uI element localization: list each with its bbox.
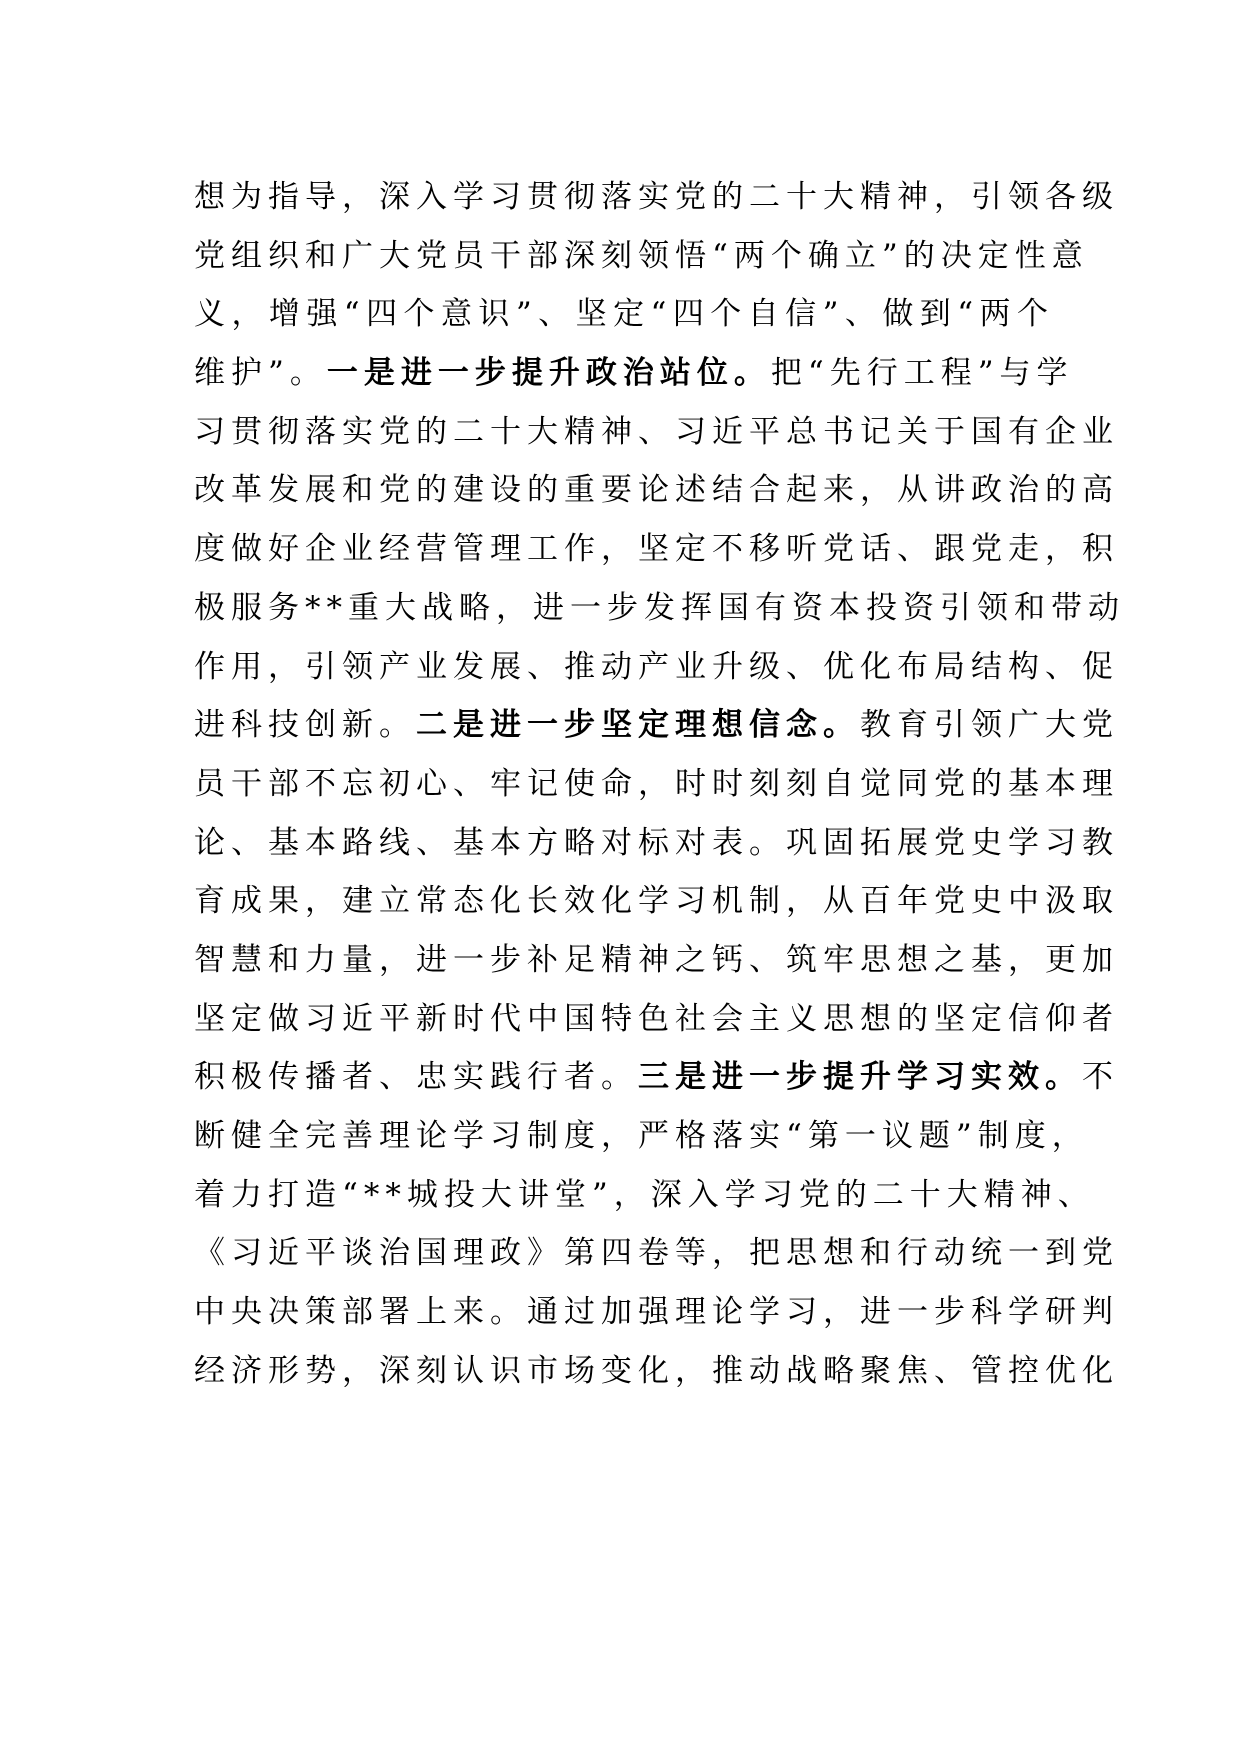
text-segment: 育成果，建立常态化长效化学习机制，从百年党史中汲取 — [194, 883, 1119, 920]
body-paragraph — [194, 168, 1125, 1400]
text-segment: 党组织和广大党员干部深刻领悟“两个确立”的决定性意 — [194, 237, 1089, 274]
text-line — [194, 1166, 1095, 1225]
text-line — [194, 1283, 1119, 1342]
text-segment: 员干部不忘初心、牢记使命，时时刻刻自觉同党的基本理 — [194, 765, 1119, 802]
text-segment: 进科技创新。 — [194, 707, 416, 744]
text-line — [194, 931, 1119, 990]
text-line — [194, 285, 1054, 344]
text-segment: 维护”。 — [194, 355, 327, 392]
text-segment: 《习近平谈治国理政》第四卷等，把思想和行动统一到党 — [194, 1235, 1119, 1272]
text-line — [194, 814, 1119, 873]
text-line — [194, 168, 1119, 227]
text-line — [194, 755, 1119, 814]
text-line — [194, 696, 1119, 755]
text-segment: 把“先行工程”与学 — [770, 355, 1074, 392]
text-line — [194, 461, 1119, 520]
text-line — [194, 1107, 1089, 1166]
text-segment: 中央决策部署上来。通过加强理论学习，进一步科学研判 — [194, 1294, 1119, 1331]
text-segment: 习贯彻落实党的二十大精神、习近平总书记关于国有企业 — [194, 413, 1119, 450]
text-segment: 坚定做习近平新时代中国特色社会主义思想的坚定信仰者 — [194, 1000, 1119, 1037]
text-line — [194, 1224, 1119, 1283]
text-segment: 教育引领广大党 — [860, 707, 1119, 744]
text-line — [194, 1048, 1119, 1107]
text-segment: 论、基本路线、基本方略对标对表。巩固拓展党史学习教 — [194, 824, 1119, 861]
text-segment: 度做好企业经营管理工作，坚定不移听党话、跟党走，积 — [194, 531, 1119, 568]
text-segment: 改革发展和党的建设的重要论述结合起来，从讲政治的高 — [194, 472, 1119, 509]
text-segment: 义，增强“四个意识”、坚定“四个自信”、做到“两个 — [194, 296, 1054, 333]
text-segment: 作用，引领产业发展、推动产业升级、优化布局结构、促 — [194, 648, 1119, 685]
text-segment: 极服务**重大战略，进一步发挥国有资本投资引领和带动 — [194, 589, 1125, 626]
text-line — [194, 990, 1119, 1049]
text-segment: 经济形势，深刻认识市场变化，推动战略聚焦、管控优化 — [194, 1352, 1119, 1389]
text-line — [194, 403, 1119, 462]
text-line — [194, 638, 1119, 697]
text-line — [194, 344, 1074, 403]
text-line — [194, 227, 1089, 286]
text-segment: 积极传播者、忠实践行者。 — [194, 1059, 638, 1096]
text-segment: 不 — [1082, 1059, 1119, 1096]
text-line — [194, 1342, 1119, 1401]
text-segment: 智慧和力量，进一步补足精神之钙、筑牢思想之基，更加 — [194, 941, 1119, 978]
text-segment: 想为指导，深入学习贯彻落实党的二十大精神，引领各级 — [194, 179, 1119, 215]
bold-heading-phrase: 一是进一步提升政治站位。 — [326, 355, 771, 392]
bold-heading-phrase: 二是进一步坚定理想信念。 — [416, 707, 860, 744]
text-line — [194, 872, 1119, 931]
text-segment: 断健全完善理论学习制度，严格落实“第一议题”制度， — [194, 1118, 1089, 1154]
bold-heading-phrase: 三是进一步提升学习实效。 — [638, 1059, 1082, 1096]
text-segment: 着力打造“**城投大讲堂”，深入学习党的二十大精神、 — [194, 1176, 1095, 1213]
text-line — [194, 520, 1119, 579]
text-line — [194, 579, 1125, 638]
